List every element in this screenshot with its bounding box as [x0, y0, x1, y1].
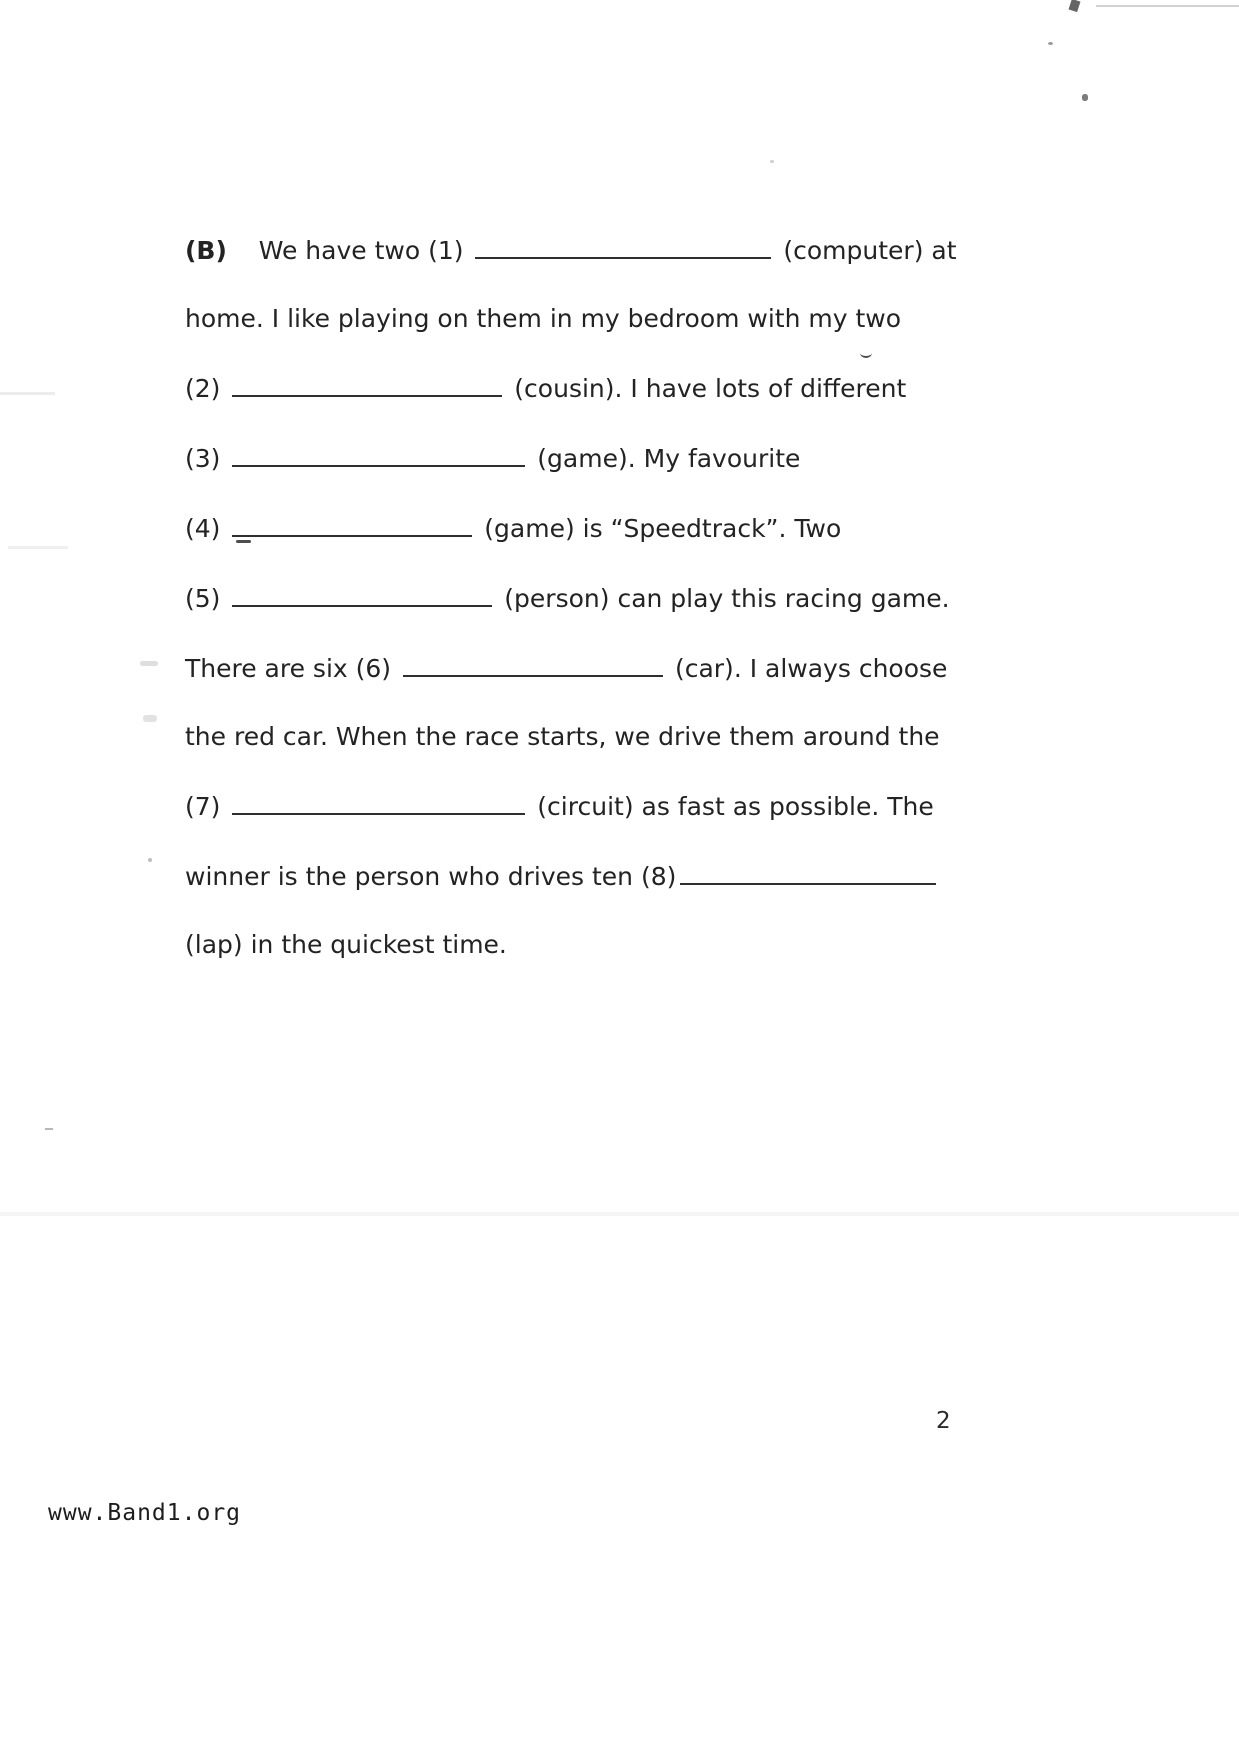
scan-artifact	[8, 546, 68, 549]
worksheet-text: (7)	[185, 792, 229, 821]
page-number: 2	[936, 1408, 951, 1434]
worksheet-line	[185, 440, 1165, 475]
worksheet-text: (B)	[185, 236, 227, 265]
fill-in-blank	[232, 580, 492, 607]
worksheet-text: (circuit) as fast as possible. The	[529, 792, 934, 821]
fill-in-blank	[232, 370, 502, 397]
scan-artifact	[0, 1212, 1239, 1216]
scan-artifact	[1082, 94, 1088, 101]
scan-artifact	[45, 1128, 53, 1130]
scan-artifact	[143, 715, 157, 722]
worksheet-text: (4)	[185, 514, 229, 543]
worksheet-line	[185, 510, 1165, 545]
worksheet-text: (3)	[185, 444, 229, 473]
worksheet-text: (cousin). I have lots of different	[506, 374, 907, 403]
worksheet-text: (game). My favourite	[529, 444, 801, 473]
worksheet-line	[185, 788, 1165, 823]
worksheet-text: (2)	[185, 374, 229, 403]
worksheet-text: (5)	[185, 584, 229, 613]
worksheet-text: (person) can play this racing game.	[496, 584, 950, 613]
footer-url: www.Band1.org	[48, 1500, 242, 1526]
scan-artifact	[140, 661, 158, 666]
scan-artifact	[0, 392, 55, 395]
worksheet-line	[185, 858, 1165, 893]
worksheet-line	[185, 650, 1165, 685]
worksheet-line	[185, 928, 1165, 961]
fill-in-blank	[232, 440, 525, 467]
scan-artifact	[1048, 42, 1053, 45]
fill-in-blank	[403, 650, 663, 677]
worksheet-line	[185, 720, 1165, 753]
worksheet-text: home. I like playing on them in my bedroom with my two	[185, 304, 902, 333]
worksheet-text: (game) is “Speedtrack”. Two	[476, 514, 842, 543]
worksheet-text: There are six (6)	[185, 654, 400, 683]
scan-artifact	[770, 160, 774, 163]
worksheet-line	[185, 302, 1165, 335]
worksheet-line	[185, 232, 1165, 267]
worksheet-line	[185, 370, 1165, 405]
worksheet-text: winner is the person who drives ten (8)	[185, 862, 677, 891]
worksheet-line	[185, 580, 1165, 615]
worksheet-text: (car). I always choose	[667, 654, 948, 683]
worksheet-body	[185, 232, 1165, 996]
fill-in-blank	[475, 232, 771, 259]
fill-in-blank	[232, 788, 525, 815]
worksheet-text: the red car. When the race starts, we drive them around the	[185, 722, 940, 751]
scan-artifact	[148, 858, 152, 862]
worksheet-text: (computer) at	[775, 236, 957, 265]
worksheet-text: (lap) in the quickest time.	[185, 930, 507, 959]
fill-in-blank	[680, 858, 936, 885]
scan-artifact	[1069, 0, 1081, 12]
fill-in-blank	[232, 510, 472, 537]
worksheet-text: We have two (1)	[226, 236, 472, 265]
scan-artifact	[1096, 5, 1239, 7]
